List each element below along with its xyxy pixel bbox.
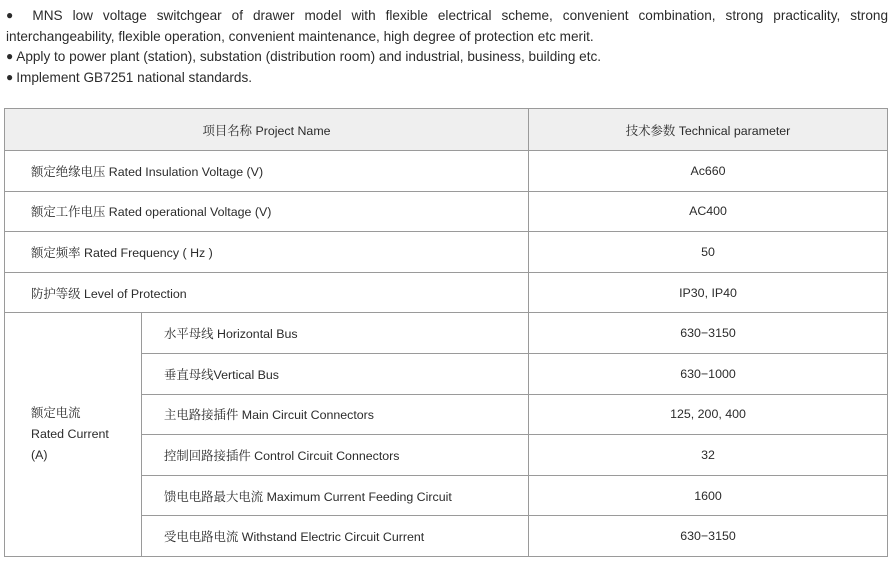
intro-bullet-3: [6, 68, 888, 89]
intro-bullet-2: [6, 47, 888, 68]
row-name: 防护等级 Level of Protection: [5, 272, 529, 313]
header-technical-parameter: 技术参数 Technical parameter: [529, 109, 888, 151]
header-project-name: 项目名称 Project Name: [5, 109, 529, 151]
technical-parameter-table: [4, 108, 888, 557]
sub-row-name: 控制回路接插件 Control Circuit Connectors: [142, 435, 529, 476]
bullet-icon: ●: [6, 69, 14, 84]
table-row: [5, 313, 888, 354]
row-name: 额定频率 Rated Frequency ( Hz ): [5, 232, 529, 273]
bullet-icon: ●: [6, 8, 20, 22]
intro-text: [6, 6, 888, 88]
group-label-cn: 额定电流: [31, 406, 81, 421]
intro-line-2: Apply to power plant (station), substation (distribution room) and industrial, business, building etc.: [16, 49, 602, 64]
sub-row-value: 630−1000: [529, 353, 888, 394]
row-value: AC400: [529, 191, 888, 232]
table-header-row: [5, 109, 888, 151]
row-name: 额定工作电压 Rated operational Voltage (V): [5, 191, 529, 232]
table-row: [5, 191, 888, 232]
sub-row-name: 主电路接插件 Main Circuit Connectors: [142, 394, 529, 435]
sub-row-name: 受电电路电流 Withstand Electric Circuit Current: [142, 516, 529, 557]
row-value: 50: [529, 232, 888, 273]
sub-row-value: 630−3150: [529, 516, 888, 557]
sub-row-name: 水平母线 Horizontal Bus: [142, 313, 529, 354]
group-label-en: Rated Current: [31, 427, 109, 442]
sub-row-value: 32: [529, 435, 888, 476]
sub-row-value: 1600: [529, 475, 888, 516]
table-row: [5, 232, 888, 273]
sub-row-value: 125, 200, 400: [529, 394, 888, 435]
table-row: [5, 151, 888, 192]
row-name: 额定绝缘电压 Rated Insulation Voltage (V): [5, 151, 529, 192]
intro-bullet-1: [6, 6, 888, 47]
row-value: IP30, IP40: [529, 272, 888, 313]
rated-current-group-label: [5, 313, 142, 557]
intro-line-1: MNS low voltage switchgear of drawer model with flexible electrical scheme, convenient combination, strong practicality, strong interchangeability, flexible operation, convenient maintenance, high degree of protection etc merit.: [6, 8, 888, 44]
bullet-icon: ●: [6, 49, 14, 63]
sub-row-value: 630−3150: [529, 313, 888, 354]
sub-row-name: 垂直母线Vertical Bus: [142, 353, 529, 394]
sub-row-name: 馈电电路最大电流 Maximum Current Feeding Circuit: [142, 475, 529, 516]
intro-line-3: Implement GB7251 national standards.: [16, 69, 253, 85]
group-label-unit: (A): [31, 448, 48, 463]
row-value: Ac660: [529, 151, 888, 192]
table-row: [5, 272, 888, 313]
